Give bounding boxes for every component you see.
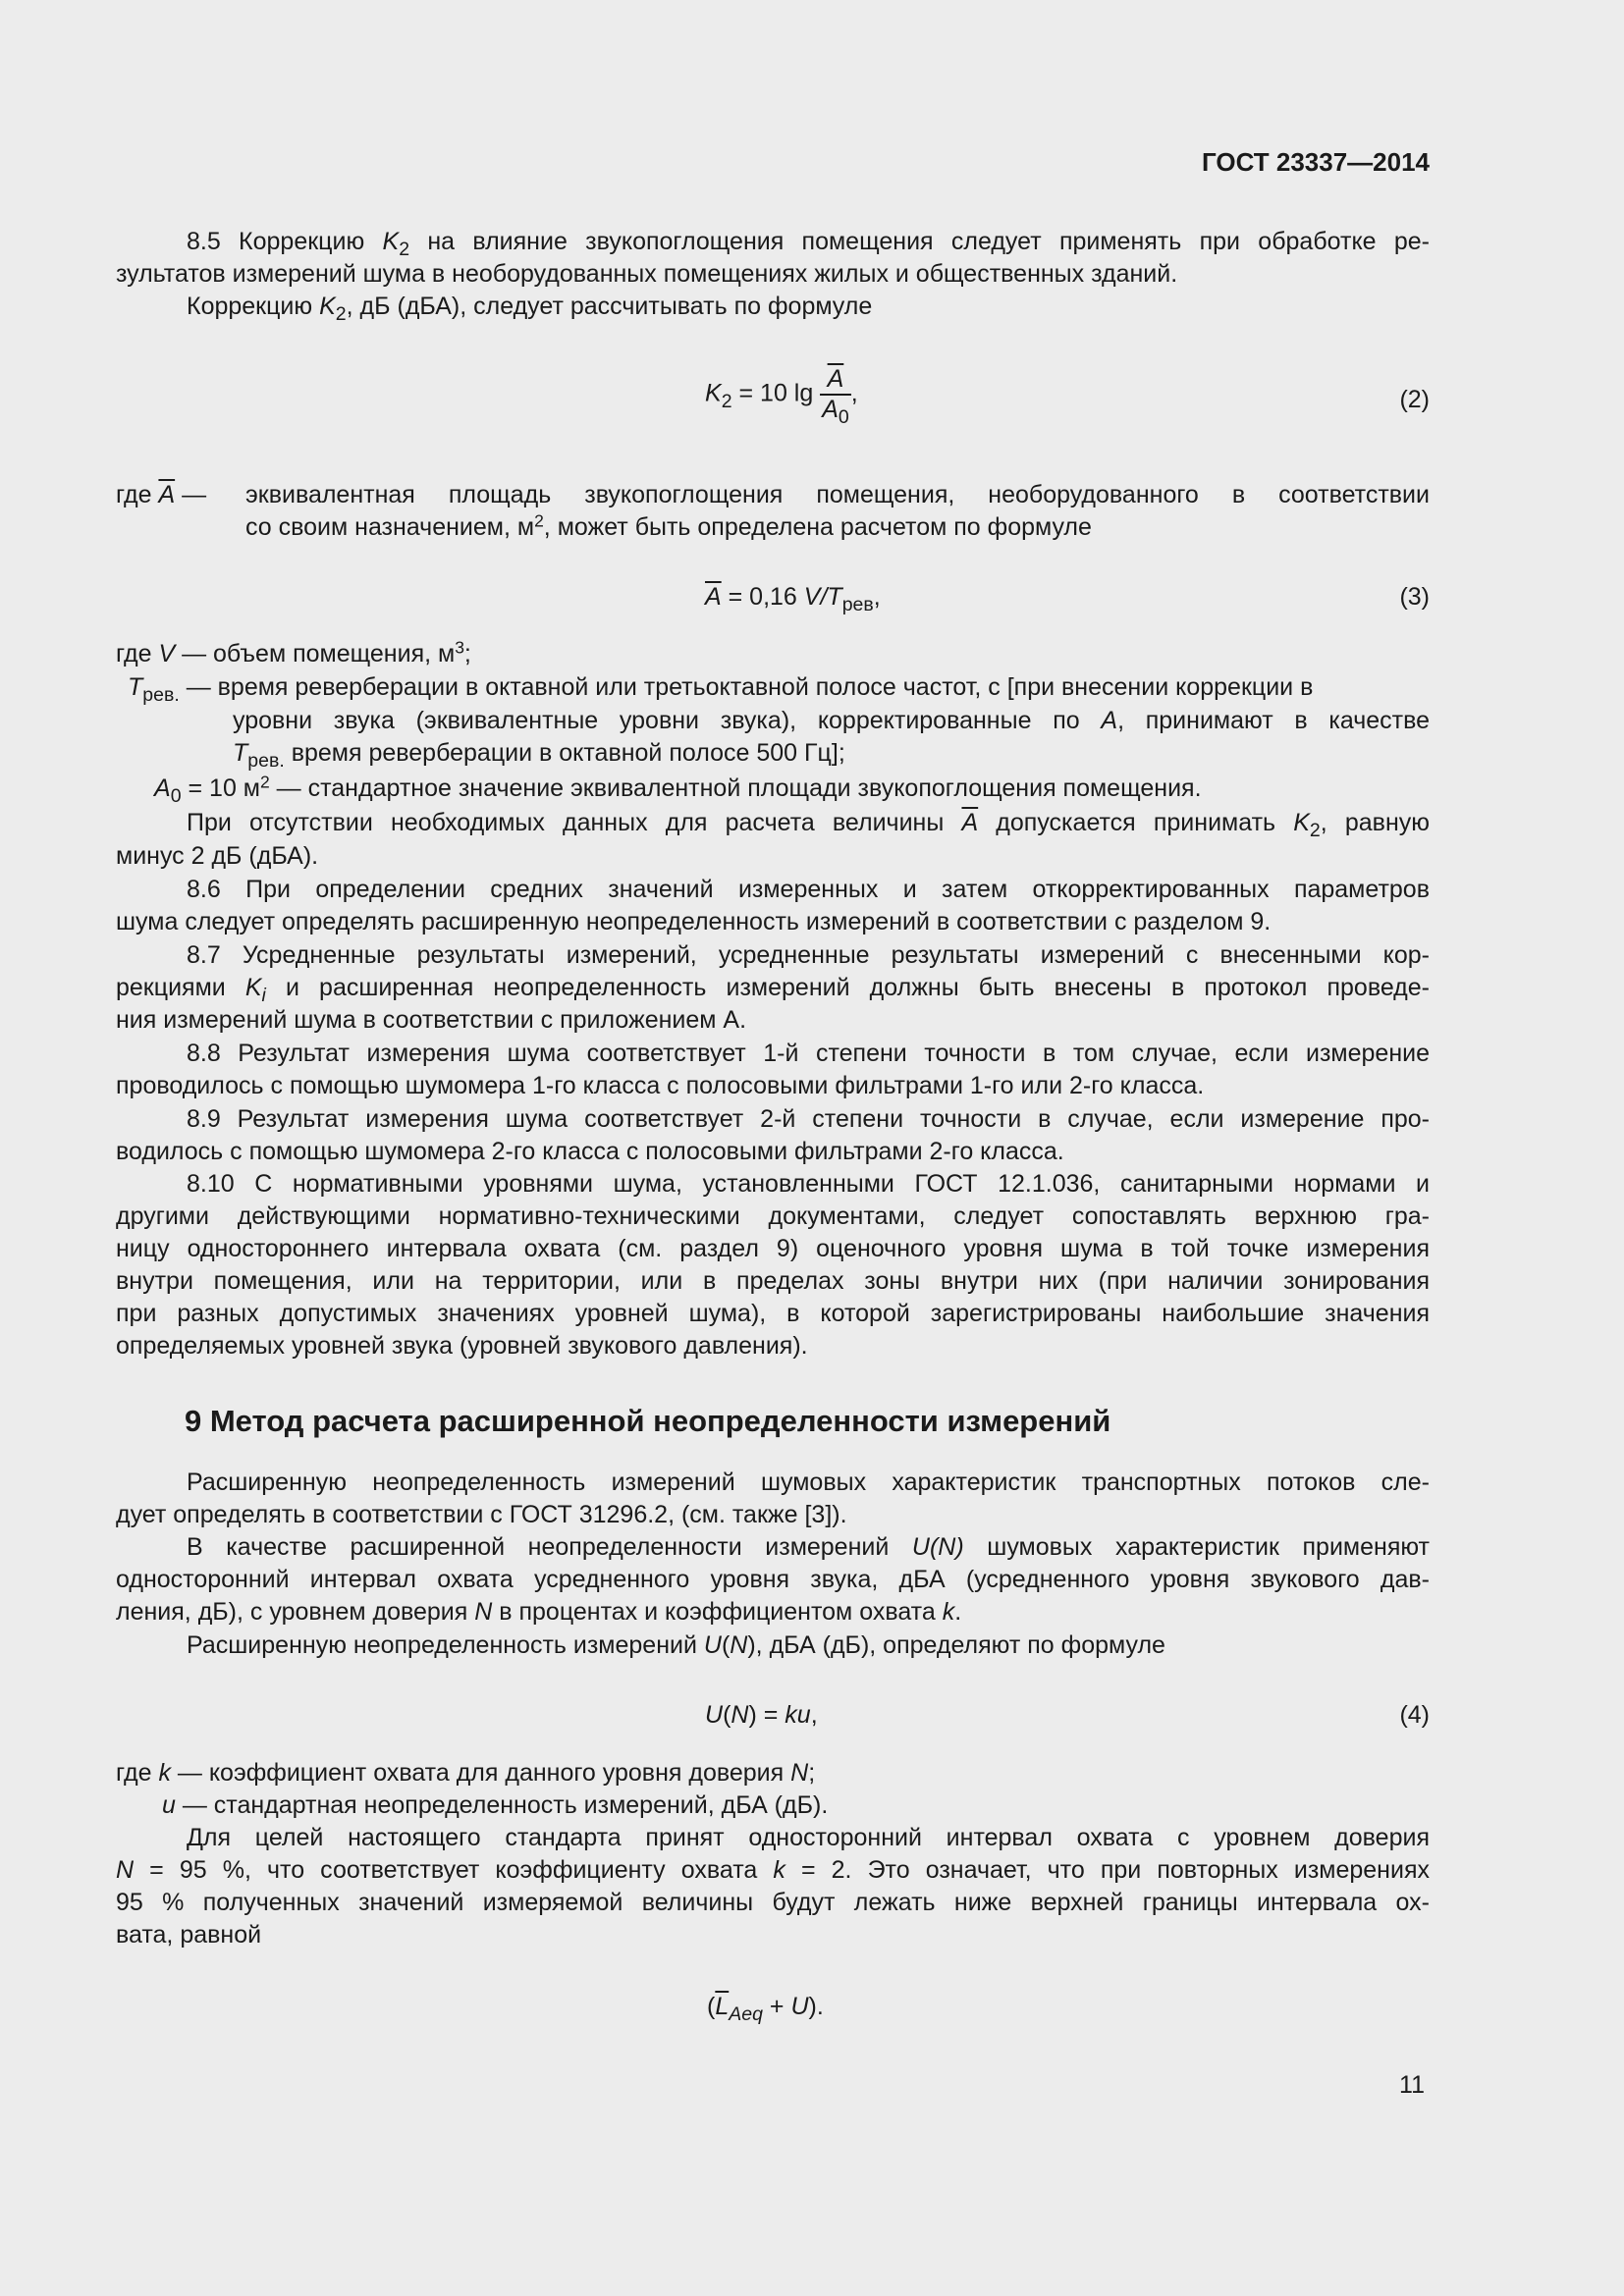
- paragraph-8-8-line: проводилось с помощью шумомера 1-го класса с полосовыми фильтрами 1-го или 2-го класса.: [116, 1072, 1205, 1099]
- section-9-paragraph-line: Расширенную неопределенность измерений шумовых характеристик транспортных потоков сле-: [187, 1468, 1430, 1496]
- section-title: 9 Метод расчета расширенной неопределенности измерений: [185, 1404, 1111, 1438]
- paragraph-line: 95 % полученных значений измеряемой величины будут лежать ниже верхней границы интервала ох-: [116, 1889, 1430, 1916]
- paragraph-8-6-line: шума следует определять расширенную неопределенность измерений в соответствии с разделом 9.: [116, 908, 1272, 935]
- formula-3: $\overline{A} = 0,16$ $V/T_{рев}$,: [705, 583, 881, 616]
- section-9-paragraph-line: односторонний интервал охвата усредненного уровня звука, дБА (усредненного уровня звукового дав-: [116, 1566, 1430, 1593]
- paragraph-8-6-line: 8.6 При определении средних значений измеренных и затем откорректированных параметров: [187, 876, 1430, 903]
- paragraph-line: При отсутствии необходимых данных для расчета величины $\overline{A}$ допускается принимать $K_2$, равную: [187, 809, 1431, 842]
- paragraph-8-10-line: другими действующими нормативно-техническими документами, следует сопоставлять верхнюю гра-: [116, 1202, 1430, 1230]
- paragraph-line: Для целей настоящего стандарта принят односторонний интервал охвата с уровнем доверия: [187, 1824, 1430, 1851]
- section-9-paragraph-line: дует определять в соответствии с ГОСТ 31296.2, (см. также [3]).: [116, 1501, 847, 1528]
- definition-line: где V — объем помещения, $м^3$;: [116, 637, 471, 667]
- paragraph-8-7-line: рекциями $K_i$ и расширенная неопределенность измерений должны быть внесены в протокол проведе-: [116, 974, 1430, 1007]
- paragraph-8-9-line: 8.9 Результат измерения шума соответствует 2-й степени точности в случае, если измерение про-: [187, 1105, 1430, 1133]
- definition-line: $T_{рев.}$ время реверберации в октавной полосе 500 Гц];: [233, 739, 845, 773]
- definition-line: уровни звука (эквивалентные уровни звука), корректированные по A, принимают в качестве: [233, 707, 1431, 734]
- section-9-paragraph-line: ления, дБ), с уровнем доверия N в процентах и коэффициентом охвата k.: [116, 1598, 962, 1626]
- fraction: $\frac{\overline{A}}{A_0}$: [822, 365, 849, 429]
- formula-2: $K_2 = 10$ lg $\frac{\overline{A}}{A_0}$ ,: [705, 365, 858, 429]
- paragraph-8-5-line: зультатов измерений шума в необорудованных помещениях жилых и общественных зданий.: [116, 260, 1178, 288]
- paragraph-line: N = 95 %, что соответствует коэффициенту охвата k = 2. Это означает, что при повторных измерениях: [116, 1856, 1430, 1884]
- section-9-paragraph-line: В качестве расширенной неопределенности измерений U(N) шумовых характеристик применяют: [187, 1533, 1431, 1561]
- document-code: ГОСТ 23337—2014: [1202, 147, 1430, 177]
- formula-5: $(\overline{L}_{Aeq} + U)$.: [707, 1993, 824, 2026]
- page-number: 11: [1399, 2071, 1425, 2099]
- paragraph-8-9-line: водилось с помощью шумомера 2-го класса с полосовыми фильтрами 2-го класса.: [116, 1138, 1064, 1165]
- paragraph-8-10-line: ницу одностороннего интервала охвата (см. раздел 9) оценочного уровня шума в той точке измерения: [116, 1235, 1430, 1262]
- formula-4: U(N) = ku,: [705, 1701, 818, 1729]
- section-9-paragraph-line: Расширенную неопределенность измерений U(N), дБА (дБ), определяют по формуле: [187, 1631, 1165, 1659]
- paragraph-8-7-line: ния измерений шума в соответствии с приложением А.: [116, 1006, 747, 1034]
- definition-line: со своим назначением, $м^2$, может быть определена расчетом по формуле: [245, 510, 1092, 541]
- definition-line: $T_{рев.}$ — время реверберации в октавной или третьоктавной полосе частот, с [при внесении коррекции в: [128, 673, 1314, 707]
- definition-line: где $\overline{A}$ — эквивалентная площадь звукопоглощения помещения, необорудованного в соответствии: [116, 481, 1430, 508]
- paragraph-8-10-line: определяемых уровней звука (уровней звукового давления).: [116, 1332, 808, 1360]
- paragraph-line: Коррекцию $K_2$, дБ (дБА), следует рассчитывать по формуле: [187, 293, 873, 326]
- paragraph-line: вата, равной: [116, 1921, 262, 1949]
- formula-number: (2): [1399, 386, 1430, 413]
- definition-line: u — стандартная неопределенность измерений, дБА (дБ).: [162, 1791, 829, 1819]
- paragraph-line: минус 2 дБ (дБА).: [116, 842, 319, 870]
- definition-line: где k — коэффициент охвата для данного уровня доверия N;: [116, 1759, 816, 1787]
- definition-line: $A_0 = 10$ $м^2$ — стандартное значение эквивалентной площади звукопоглощения помещения.: [154, 772, 1202, 808]
- paragraph-8-7-line: 8.7 Усредненные результаты измерений, усредненные результаты измерений с внесенными кор-: [187, 941, 1430, 969]
- paragraph-8-10-line: внутри помещения, или на территории, или в пределах зоны внутри них (при наличии зонирования: [116, 1267, 1430, 1295]
- paragraph-8-10-line: 8.10 С нормативными уровнями шума, установленными ГОСТ 12.1.036, санитарными нормами и: [187, 1170, 1430, 1198]
- paragraph-8-8-line: 8.8 Результат измерения шума соответствует 1-й степени точности в том случае, если измерение: [187, 1040, 1430, 1067]
- formula-number: (3): [1399, 583, 1430, 611]
- paragraph-8-5-line: 8.5 Коррекцию $K_2$ на влияние звукопоглощения помещения следует применять при обработке ре-: [187, 228, 1431, 261]
- formula-number: (4): [1399, 1701, 1430, 1729]
- paragraph-8-10-line: при разных допустимых значениях уровней шума), в которой зарегистрированы наибольшие значения: [116, 1300, 1430, 1327]
